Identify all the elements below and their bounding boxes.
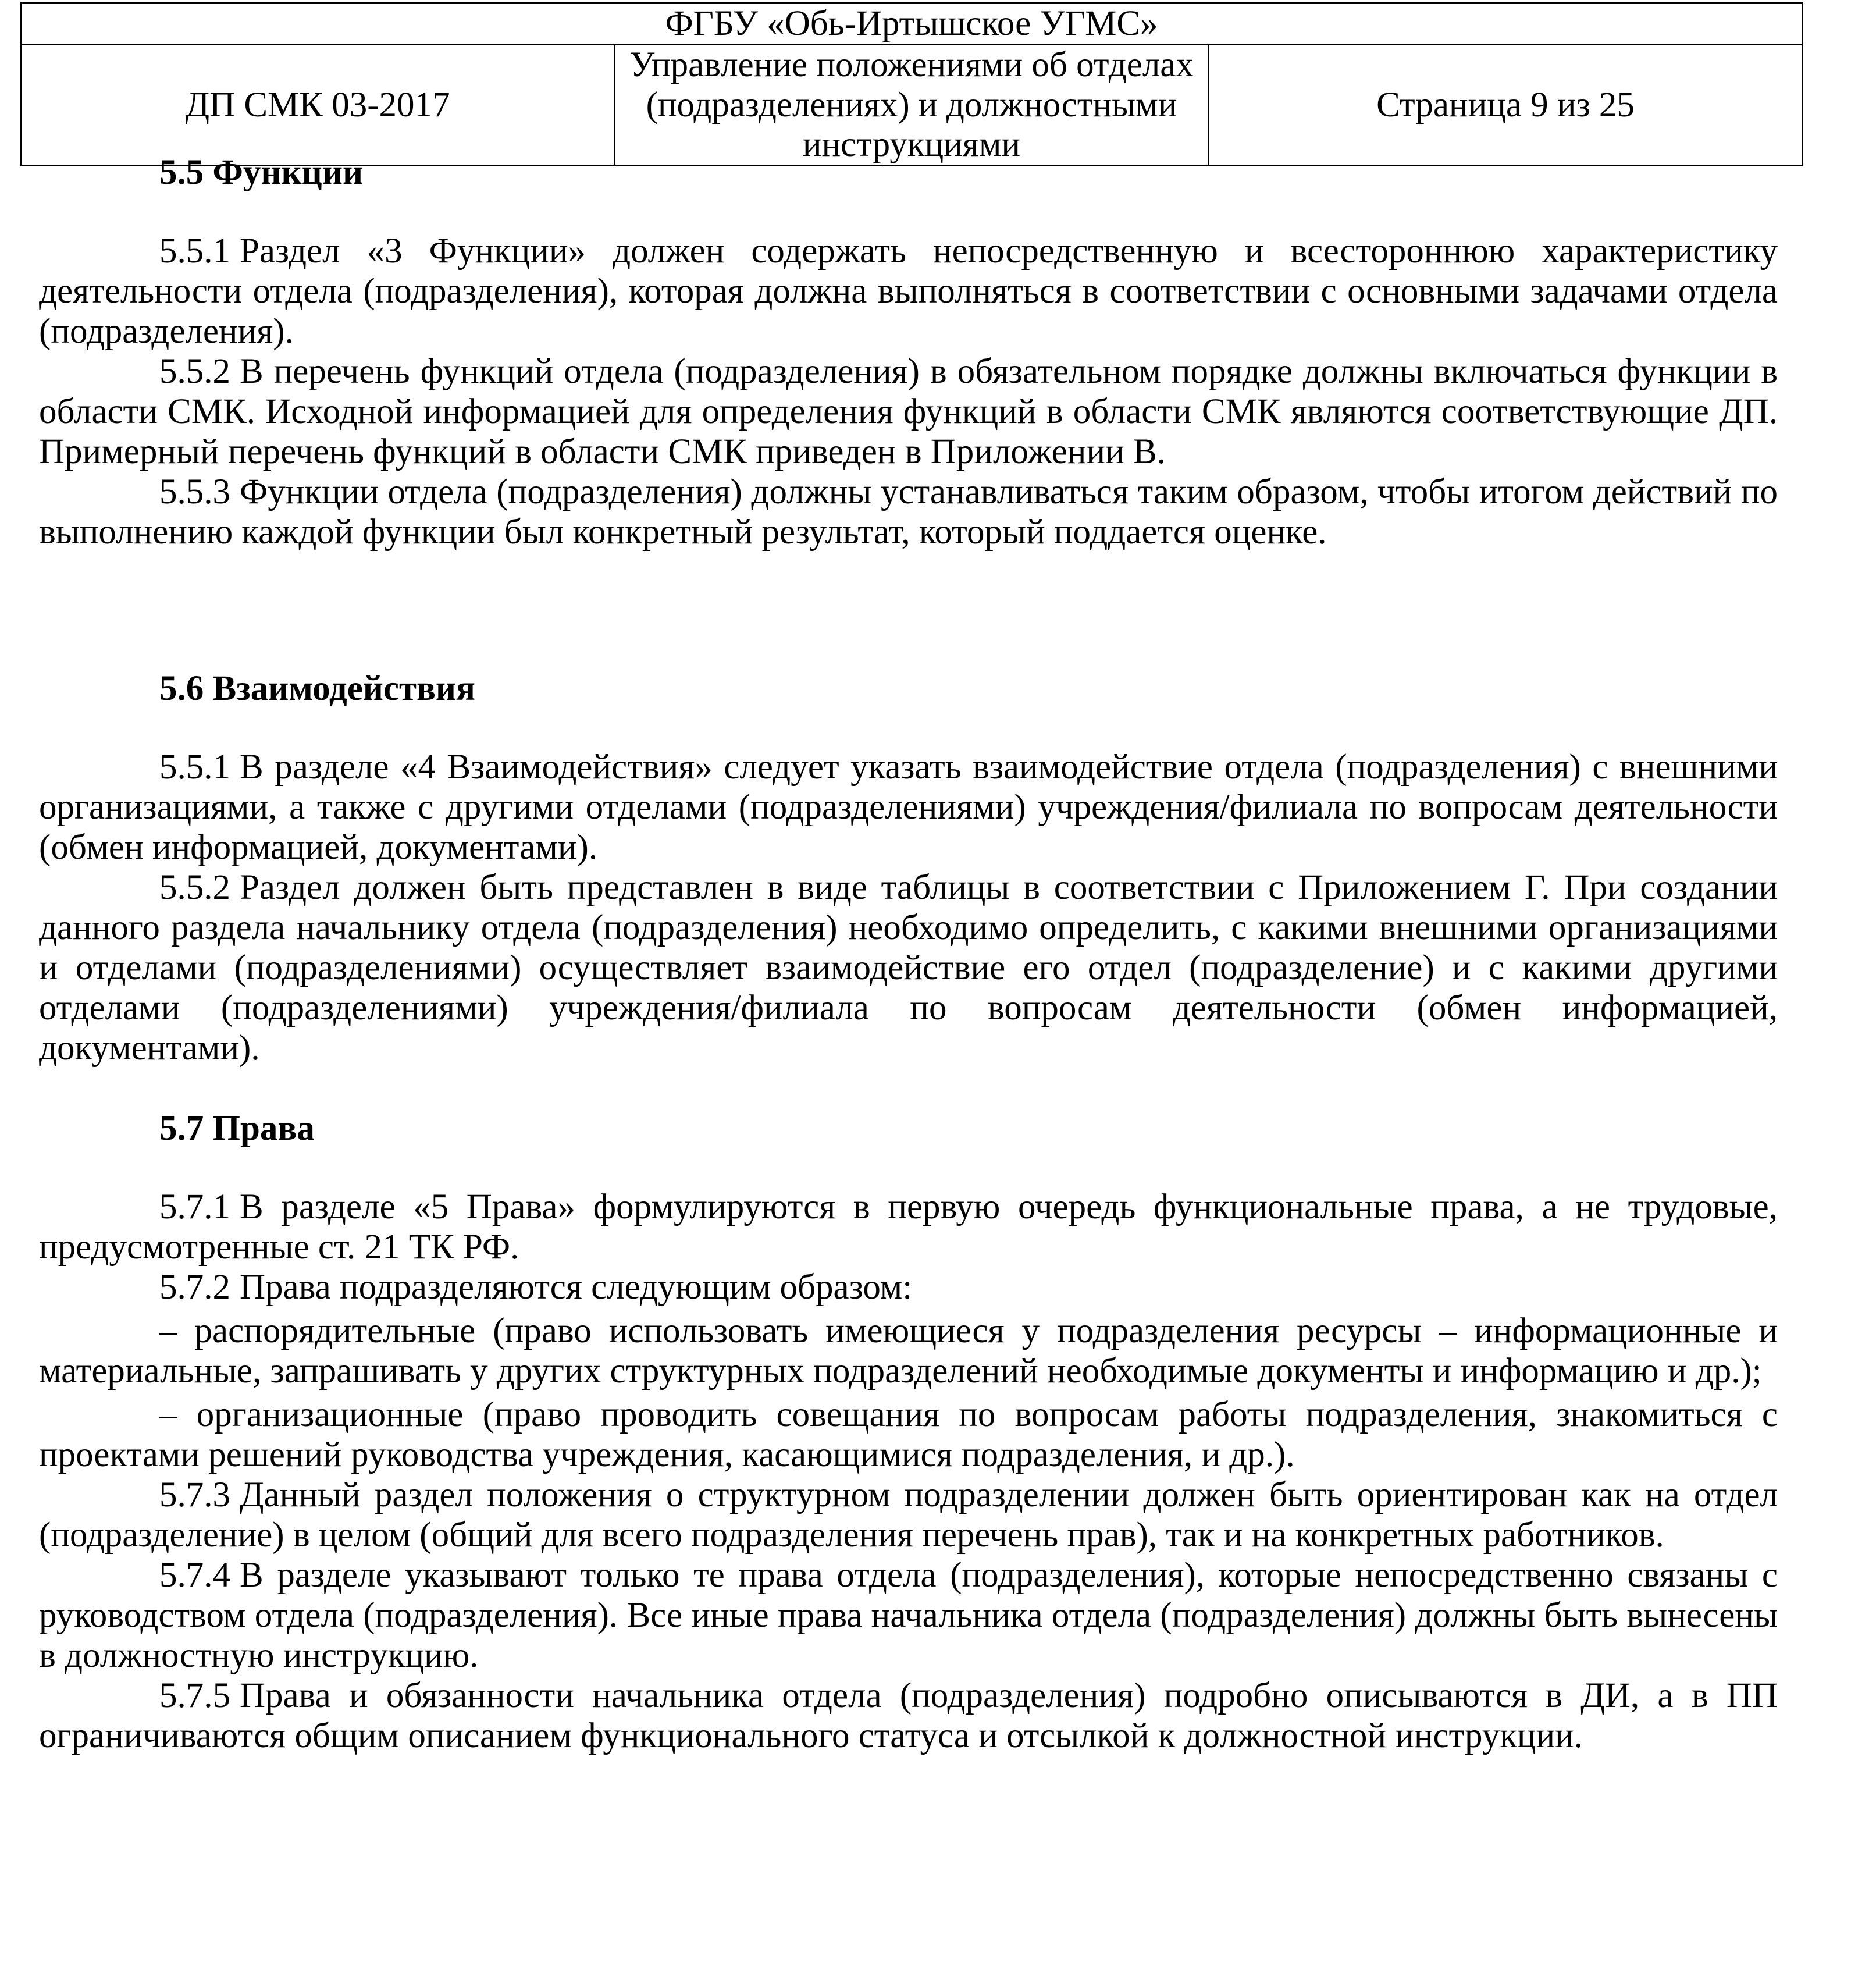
paragraph-5-5-3 [39,472,1778,552]
paragraph-text: Раздел «3 Функции» должен содержать непосредственную и всестороннюю характеристику деятельности отдела (подразделения), которая должна выполняться в соответствии с основными задачами отдела (подразделения). [39,232,1778,351]
document-body [39,152,1778,1756]
section-heading-interactions: 5.6 Взаимодействия [159,669,476,708]
paragraph-5-7-5 [39,1676,1778,1756]
paragraph-interactions-2 [39,867,1778,1068]
paragraph-interactions-1 [39,747,1778,867]
paragraph-number: 5.7.4 [159,1556,230,1595]
paragraph-5-7-1 [39,1187,1778,1267]
paragraph-text: В разделе указывают только те права отдела (подразделения), которые непосредственно связаны с руководством отдела (подразделения). Все иные права начальника отдела (подразделения) должны быть вынесены в должностную инструкцию. [39,1556,1778,1675]
paragraph-text: Права подразделяются следующим образом: [240,1268,913,1307]
section-heading-functions: 5.5 Функции [159,153,364,192]
document-title-line1: Управление положениями об отделах [629,45,1194,85]
paragraph-5-7-4 [39,1555,1778,1676]
paragraph-text: Раздел должен быть представлен в виде таблицы в соответствии с Приложением Г. При создании данного раздела начальнику отдела (подразделения) необходимо определить, с какими внешними организациями и отделами (подразделениями) осуществляет взаимодействие его отдел (подразделение) и с какими другими отделами (подразделениями) учреждения/филиала по вопросам деятельности (обмен информацией, документами). [39,868,1778,1068]
paragraph-number: 5.7.2 [159,1268,230,1307]
paragraph-number: 5.5.3 [159,472,230,511]
paragraph-number: 5.7.3 [159,1475,230,1514]
paragraph-number: 5.7.5 [159,1676,230,1715]
organization-name: ФГБУ «Обь-Иртышское УГМС» [21,3,1803,45]
paragraph-5-5-1 [39,231,1778,351]
paragraph-5-7-2 [39,1267,1778,1307]
paragraph-5-5-2 [39,351,1778,472]
document-title [615,45,1209,166]
list-item-organizational-rights: – организационные (право проводить совещания по вопросам работы подразделения, знакомиться с проектами решений руководства учреждения, касающимися подразделения, и др.). [39,1395,1778,1474]
document-title-line2: (подразделениях) и должностными инструкциями [646,85,1177,164]
paragraph-text: В разделе «4 Взаимодействия» следует указать взаимодействие отдела (подразделения) с внешними организациями, а также с другими отделами (подразделениями) учреждения/филиала по вопросам деятельности (обмен информацией, документами). [39,748,1778,867]
paragraph-text: В перечень функций отдела (подразделения) в обязательном порядке должны включаться функции в области СМК. Исходной информацией для определения функций в области СМК являются соответствующие ДП. Примерный перечень функций в области СМК приведен в Приложении В. [39,352,1778,471]
section-heading-rights: 5.7 Права [159,1109,315,1148]
document-code: ДП СМК 03-2017 [21,45,615,166]
paragraph-text: Данный раздел положения о структурном подразделении должен быть ориентирован как на отдел (подразделение) в целом (общий для всего подразделения перечень прав), так и на конкретных работников. [39,1475,1778,1555]
paragraph-number: 5.5.2 [159,868,230,907]
paragraph-number: 5.5.1 [159,232,230,271]
paragraph-number: 5.7.1 [159,1187,230,1226]
page-number: Страница 9 из 25 [1209,45,1803,166]
paragraph-number: 5.5.1 [159,748,230,787]
paragraph-number: 5.5.2 [159,352,230,391]
paragraph-5-7-3 [39,1475,1778,1555]
list-item-administrative-rights: – распорядительные (право использовать имеющиеся у подразделения ресурсы – информационные и материальные, запрашивать у других структурных подразделений необходимые документы и информацию и др.); [39,1311,1778,1391]
document-header-table [20,2,1803,166]
paragraph-text: В разделе «5 Права» формулируются в первую очередь функциональные права, а не трудовые, предусмотренные ст. 21 ТК РФ. [39,1187,1778,1267]
paragraph-text: Функции отдела (подразделения) должны устанавливаться таким образом, чтобы итогом действий по выполнению каждой функции был конкретный результат, который поддается оценке. [39,472,1778,552]
paragraph-text: Права и обязанности начальника отдела (подразделения) подробно описываются в ДИ, а в ПП ограничиваются общим описанием функционального статуса и отсылкой к должностной инструкции. [39,1676,1778,1755]
